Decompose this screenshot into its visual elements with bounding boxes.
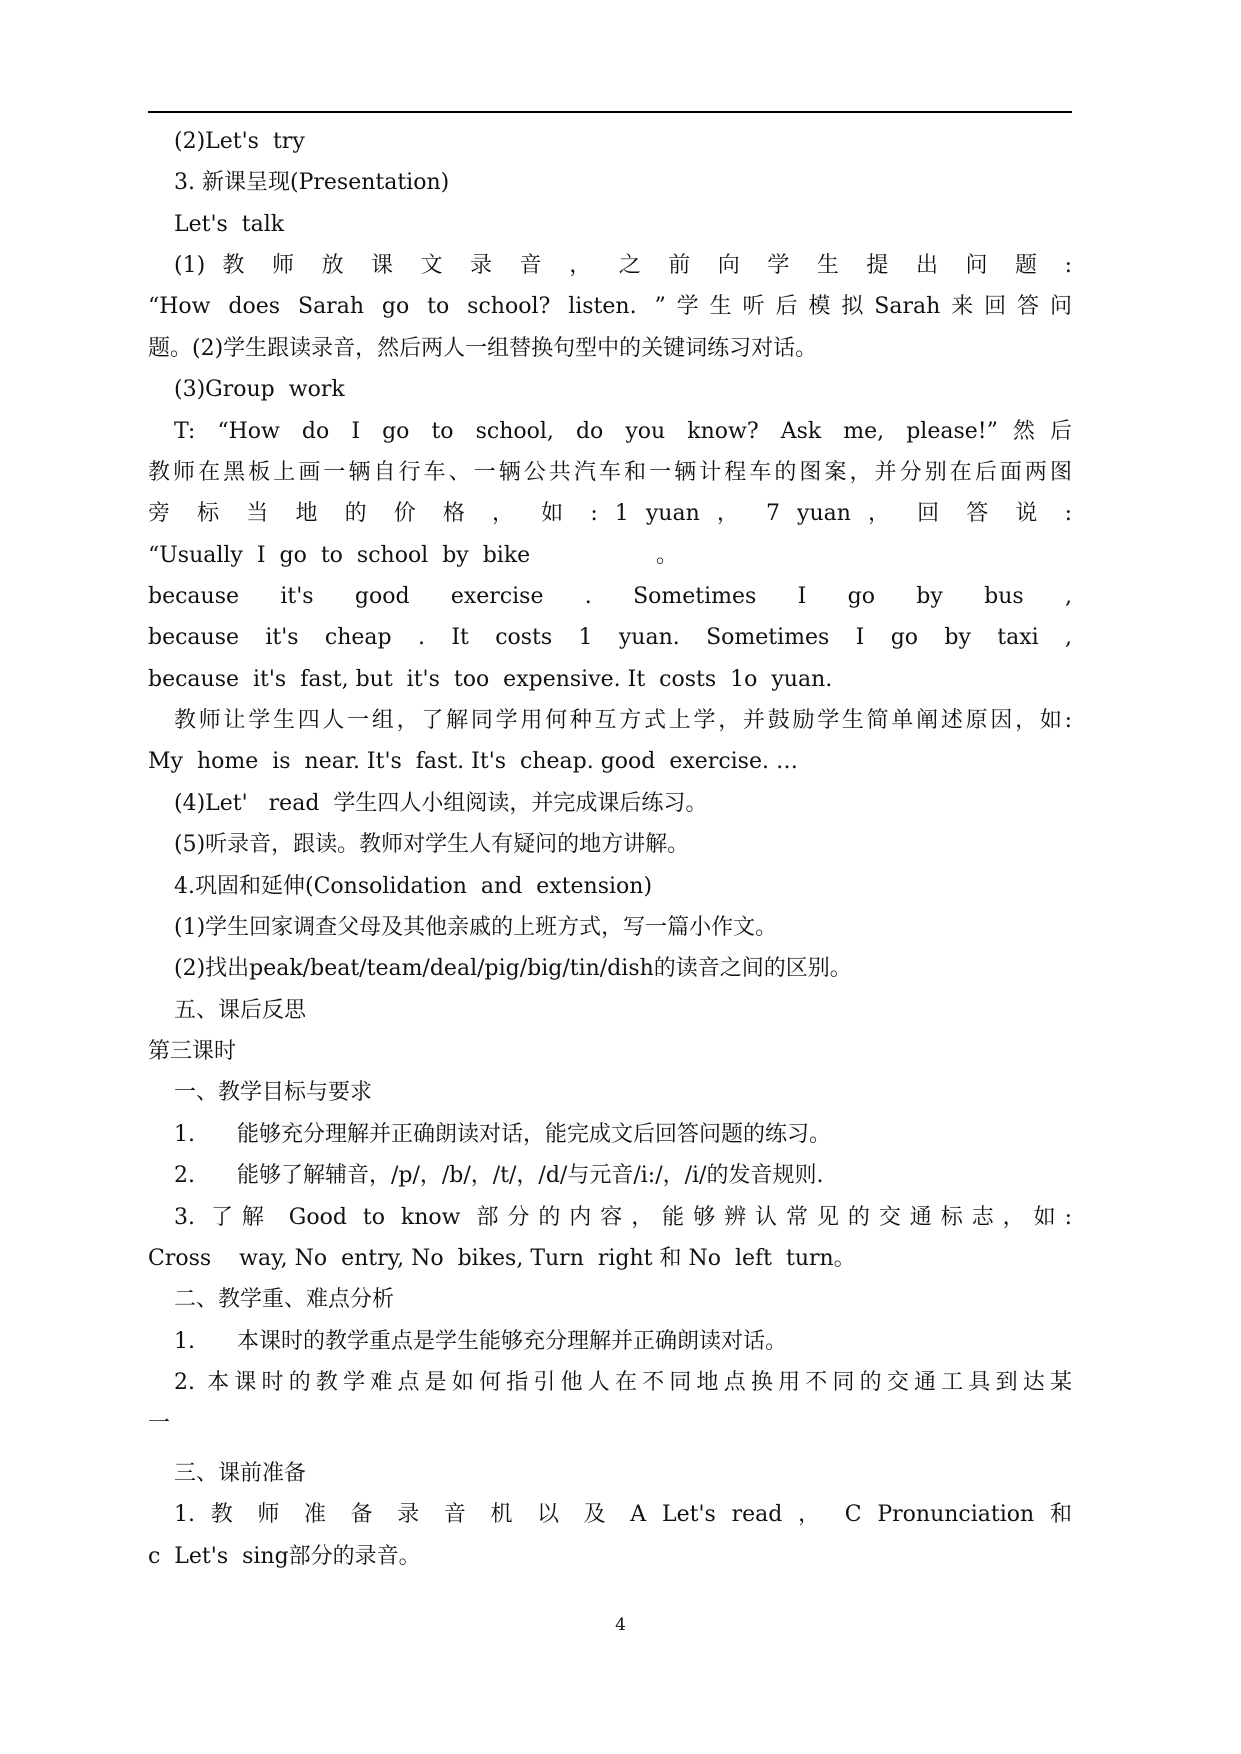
text-line: 1. 教 师 准 备 录 音 机 以 及 A Let's read ， C Pronunciation 和 (174, 1502, 1072, 1527)
text-line: 2. 本课时的教学难点是如何指引他人在不同地点换用不同的交通工具到达某 (174, 1370, 1072, 1395)
text-line: Cross way, No entry, No bikes, Turn right 和 No left turn。 (148, 1246, 856, 1271)
text-line: “How does Sarah go to school? listen. ”学生听后模拟Sarah来回答问 (148, 294, 1072, 319)
text-line: (2)找出peak/beat/team/deal/pig/big/tin/dish的读音之间的区别。 (174, 956, 852, 981)
page-number: 4 (615, 1615, 626, 1635)
text-line: 教师让学生四人一组，了解同学用何种互方式上学，并鼓励学生简单阐述原因，如: (174, 708, 1072, 733)
text-line: 3. 了解 Good to know 部分的内容，能够辨认常见的交通标志，如: (174, 1205, 1072, 1230)
text-line: (4)Let' read 学生四人小组阅读，并完成课后练习。 (174, 791, 708, 816)
text-line: 教师在黑板上画一辆自行车、一辆公共汽车和一辆计程车的图案，并分别在后面两图 (148, 460, 1072, 485)
text-line: 2. 能够了解辅音，/p/，/b/，/t/，/d/与元音/i:/，/i/的发音规则. (174, 1163, 824, 1188)
text-line: 一 (148, 1411, 171, 1436)
text-line: because it's cheap . It costs 1 yuan. Sometimes I go by taxi , (148, 625, 1072, 650)
text-line: T: “How do I go to school, do you know? Ask me, please!”然后 (174, 419, 1072, 444)
text-line: 1. 能够充分理解并正确朗读对话，能完成文后回答问题的练习。 (174, 1122, 831, 1147)
text-line: (3)Group work (174, 377, 345, 402)
text-line: 题。(2)学生跟读录音，然后两人一组替换句型中的关键词练习对话。 (148, 336, 818, 361)
text-line: c Let's sing部分的录音。 (148, 1544, 421, 1569)
text-line: (1) 教 师 放 课 文 录 音 ， 之 前 向 学 生 提 出 问 题 : (174, 253, 1072, 278)
text-line: because it's good exercise . Sometimes I go by bus , (148, 584, 1072, 609)
text-line: 4.巩固和延伸(Consolidation and extension) (174, 874, 653, 899)
text-line: 1. 本课时的教学重点是学生能够充分理解并正确朗读对话。 (174, 1329, 787, 1354)
text-line: My home is near. It's fast. It's cheap. good exercise. … (148, 749, 798, 774)
lesson-heading: 第三课时 (148, 1039, 237, 1064)
text-line: (2)Let's try (174, 129, 305, 154)
text-line: 旁 标 当 地 的 价 格 ， 如 : 1 yuan ， 7 yuan ， 回 答 说 : (148, 501, 1072, 526)
header-rule (148, 111, 1072, 113)
text-line: (5)听录音，跟读。教师对学生人有疑问的地方讲解。 (174, 832, 690, 857)
text-line: (1)学生回家调查父母及其他亲戚的上班方式，写一篇小作文。 (174, 915, 778, 940)
section-heading: 一、教学目标与要求 (174, 1080, 373, 1105)
text-line: Let's talk (174, 212, 285, 237)
text-line: “Usually I go to school by bike 。 (148, 543, 679, 568)
text-line: 3. 新课呈现(Presentation) (174, 170, 450, 195)
text-line: because it's fast, but it's too expensive. It costs 1o yuan. (148, 667, 833, 692)
section-heading: 三、课前准备 (174, 1461, 307, 1486)
section-heading: 五、课后反思 (174, 998, 307, 1023)
section-heading: 二、教学重、难点分析 (174, 1287, 395, 1312)
